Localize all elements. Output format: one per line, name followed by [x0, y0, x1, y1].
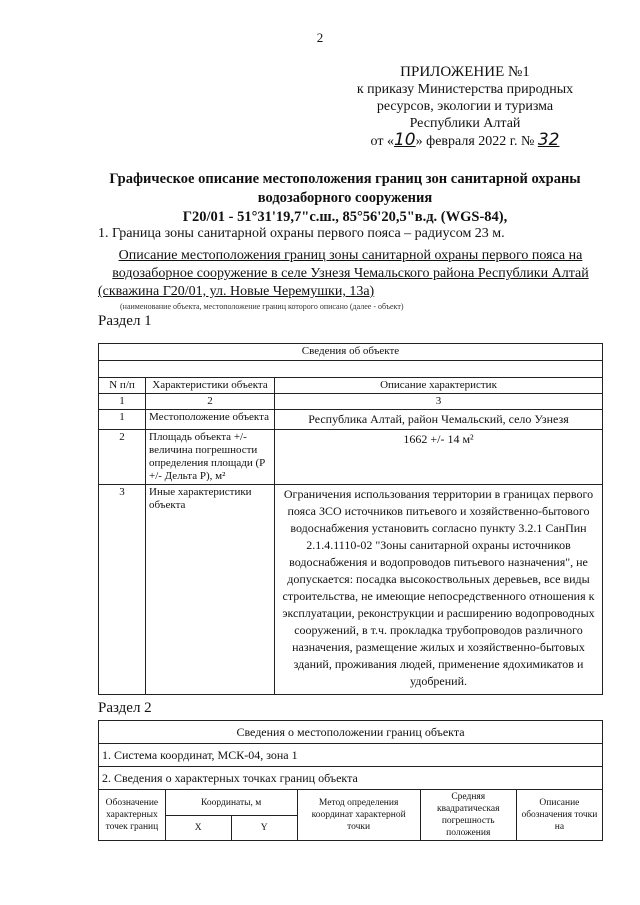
col-header-points: Обозначение характерных точек границ: [99, 790, 166, 841]
table-row: 2 Площадь объекта +/- величина погрешности определения площади (P +/- Дельта P), м² 1662 +/- 14 м²: [99, 430, 603, 485]
col-header-note: Описание обозначения точки на: [516, 790, 602, 841]
order-number: 32: [537, 130, 560, 150]
appendix-line-2: ресурсов, экологии и туризма: [376, 99, 554, 114]
table-row: 3 Иные характеристики объекта Ограничения использования территории в границах первого пояса ЗСО источников питьевого и хозяйственно-бытового водоснабжения установить согласно пункту 3.2.1 СанПин 2.1.4.1110-02 "Зоны санитарной охраны источников водоснабжения и водопроводов питьевого назначения", не допускается: посадка высокоствольных деревьев, все виды строительства, не имеющие непосредственного отношения к эксплуатации, реконструкции и расширению водопроводных сооружений, в т.ч. прокладка трубопроводов различного назначения, размещение жилых и хозяйственно-бытовых зданий, проживания людей, применение ядохимикатов и удобрений.: [99, 485, 603, 695]
col-header-y: Y: [231, 816, 297, 841]
index-cell: 2: [146, 394, 275, 410]
document-title: Графическое описание местоположения границ зон санитарной охраны водозаборного сооружения Г20/01 - 51°31'19,7"с.ш., 85°56'20,5"в.д. (WGS-84),: [109, 171, 581, 225]
col-header-desc: Описание характеристик: [275, 378, 603, 394]
col-header-error: Средняя квадратическая погрешность положения: [420, 790, 516, 841]
appendix-line-1: к приказу Министерства природных: [356, 82, 574, 97]
col-header-method: Метод определения координат характерной точки: [297, 790, 420, 841]
col-header-num: N п/п: [99, 378, 146, 394]
col-header-char: Характеристики объекта: [146, 378, 275, 394]
date-day: 10: [393, 130, 416, 150]
section-2-label: Раздел 2: [98, 700, 152, 716]
object-info-table: [98, 343, 603, 695]
section-1-label: Раздел 1: [98, 313, 152, 329]
col-header-coords: Координаты, м: [165, 790, 297, 816]
col-header-x: X: [165, 816, 231, 841]
appendix-block: [330, 64, 600, 150]
index-cell: 3: [275, 394, 603, 410]
boundary-table: [98, 720, 603, 841]
appendix-date: от «10» февраля 2022 г. № 32: [370, 130, 560, 150]
object-note: (наименование объекта, местоположение границ которого описано (далее - объект): [120, 302, 404, 311]
points-info-row: 2. Сведения о характерных точках границ объекта: [99, 767, 603, 790]
index-cell: 1: [99, 394, 146, 410]
page-number: 2: [316, 30, 324, 45]
appendix-line-3: Республики Алтай: [409, 116, 521, 131]
object-description: Описание местоположения границ зоны санитарной охраны первого пояса на водозаборное сооружение в селе Узнезя Чемальского района Республики Алтай (скважина Г20/01, ул. Новые Черемушки, 13а): [98, 248, 589, 299]
table-row: 1 Местоположение объекта Республика Алтай, район Чемальский, село Узнезя: [99, 410, 603, 430]
table-title: Сведения об объекте: [99, 344, 603, 361]
coordinate-system-row: 1. Система координат, МСК-04, зона 1: [99, 744, 603, 767]
table-title: Сведения о местоположении границ объекта: [99, 721, 603, 744]
appendix-title: ПРИЛОЖЕНИЕ №1: [400, 64, 530, 80]
zone-radius-line: 1. Граница зоны санитарной охраны первого пояса – радиусом 23 м.: [98, 226, 505, 241]
